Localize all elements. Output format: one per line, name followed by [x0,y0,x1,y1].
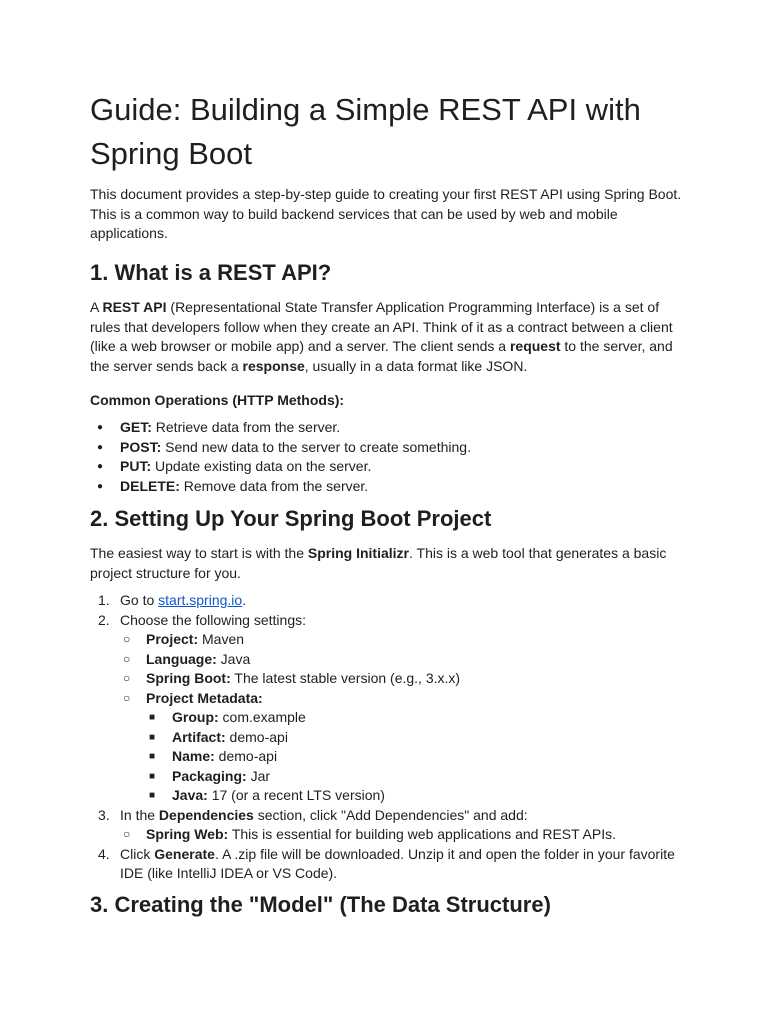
http-methods-list [90,418,682,496]
list-item: ■ Packaging: Jar [146,767,682,787]
start-spring-io-link[interactable]: start.spring.io [158,592,243,608]
initializr-paragraph: The easiest way to start is with the Spring Initializr. This is a web tool that generates a basic project structure for you. [90,545,667,581]
setup-steps-list [90,591,682,884]
list-item: ■ Artifact: demo-api [146,728,682,748]
section-1-heading: 1. What is a REST API? [90,260,332,285]
http-methods-subheading: Common Operations (HTTP Methods): [90,392,345,408]
list-item: ● GET: Retrieve data from the server. [90,418,682,438]
dependencies-list [120,825,682,845]
list-item: 1. Go to start.spring.io. [98,592,247,608]
list-item: 2. Choose the following settings: ○ Project: Maven ○ Language: Java ○ Spring Boot: The latest stable version (e.g., 3.x.x) ○ Project Metadata: ■ Group: com.example ■ Artifact: demo-api ■ Name: demo-api ■ Packaging: Jar ■ Java: 17 (or a recent LTS version) [90,611,682,806]
section-3-heading: 3. Creating the "Model" (The Data Structure) [90,892,551,917]
list-item: ■ Java: 17 (or a recent LTS version) [146,786,682,806]
page-title: Guide: Building a Simple REST API with Spring Boot [90,92,641,171]
list-item: ● PUT: Update existing data on the server. [90,457,682,477]
intro-paragraph: This document provides a step-by-step guide to creating your first REST API using Spring Boot. This is a common way to build backend services that can be used by web and mobile applications. [90,186,682,241]
list-item: ○ Project Metadata: ■ Group: com.example ■ Artifact: demo-api ■ Name: demo-api ■ Packaging: Jar ■ Java: 17 (or a recent LTS version) [120,689,682,806]
section-2-heading: 2. Setting Up Your Spring Boot Project [90,506,492,531]
list-item: ○ Project: Maven [120,630,682,650]
list-item: ■ Name: demo-api [146,747,682,767]
list-item: ● POST: Send new data to the server to create something. [90,438,682,458]
metadata-list [146,708,682,806]
settings-list [120,630,682,806]
rest-api-paragraph: A REST API (Representational State Transfer Application Programming Interface) is a set of rules that developers follow when they create an API. Think of it as a contract between a client (like a web browser or mobile app) and a server. The client sends a request to the server, and the server sends back a response, usually in a data format like JSON. [90,299,673,374]
list-item: 3. In the Dependencies section, click "Add Dependencies" and add: ○ Spring Web: This is essential for building web applications and REST APIs. [90,806,682,845]
list-item: 4. Click Generate. A .zip file will be downloaded. Unzip it and open the folder in your favorite IDE (like IntelliJ IDEA or VS Code). [98,845,675,881]
list-item: ○ Spring Web: This is essential for building web applications and REST APIs. [120,825,682,845]
list-item: ● DELETE: Remove data from the server. [90,477,682,497]
list-item: ■ Group: com.example [146,708,682,728]
list-item: ○ Language: Java [120,650,682,670]
list-item: ○ Spring Boot: The latest stable version (e.g., 3.x.x) [120,669,682,689]
